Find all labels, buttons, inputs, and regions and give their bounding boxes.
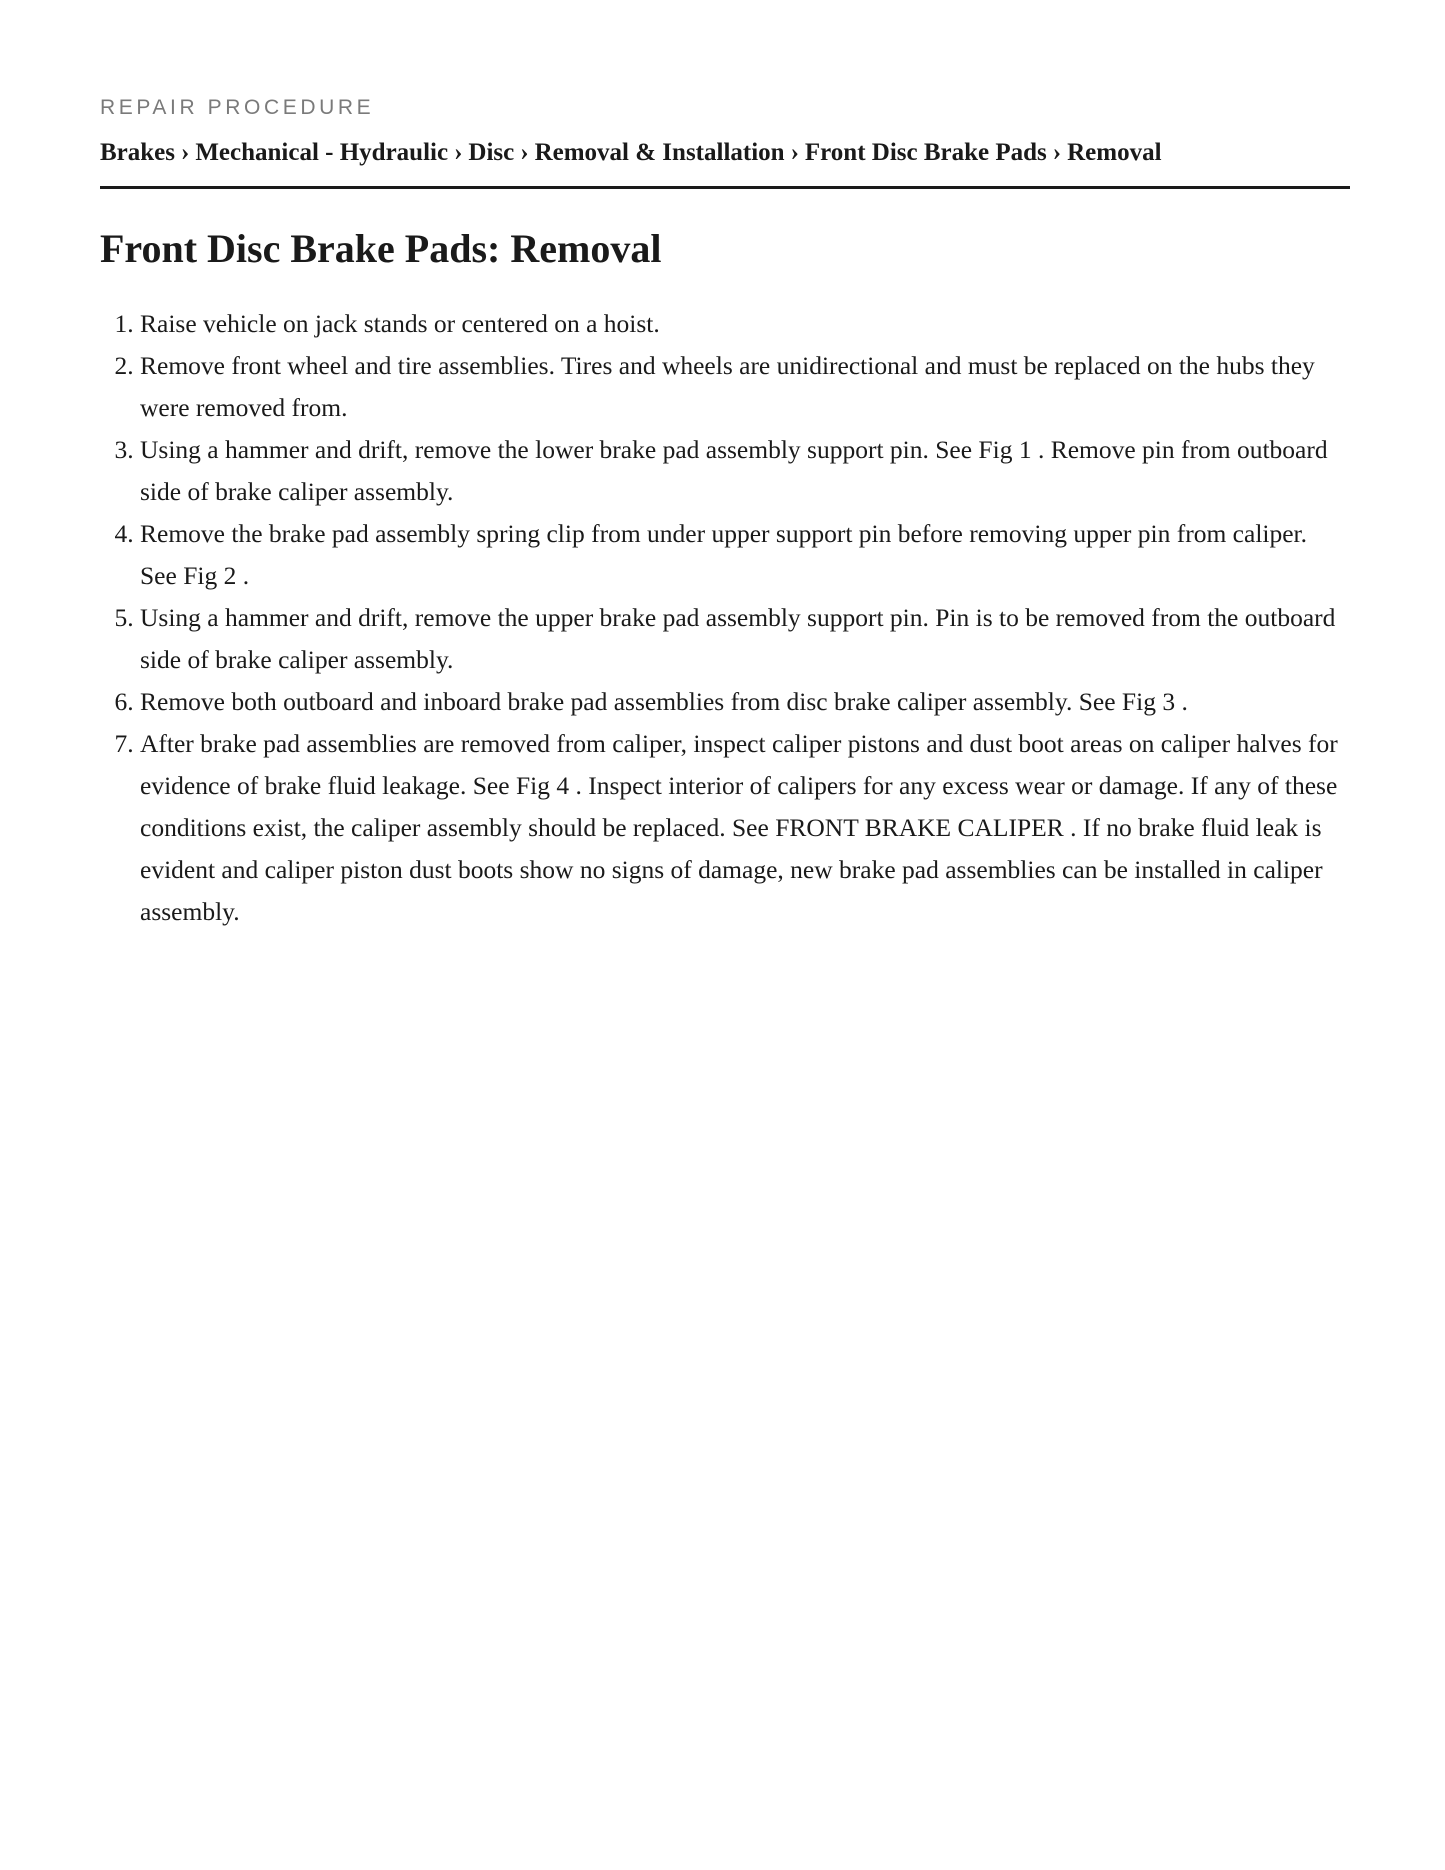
breadcrumb-item-brakes[interactable]: Brakes (100, 139, 175, 166)
document-page (100, 92, 1350, 933)
procedure-step-5: 5. Using a hammer and drift, remove the upper brake pad assembly support pin. Pin is to be removed from the outboard side of brake caliper assembly. (140, 597, 1350, 681)
procedure-step-1: 1. Raise vehicle on jack stands or centered on a hoist. (140, 303, 1350, 345)
procedure-steps (100, 303, 1350, 933)
procedure-step-2: 2. Remove front wheel and tire assemblies. Tires and wheels are unidirectional and must be replaced on the hubs they were removed from. (140, 345, 1350, 429)
breadcrumb-item-front-disc-brake-pads[interactable]: Front Disc Brake Pads (804, 139, 1047, 166)
breadcrumb-separator: › (520, 139, 529, 166)
procedure-step-4: 4. Remove the brake pad assembly spring clip from under upper support pin before removing upper pin from caliper. See Fig 2 . (140, 513, 1350, 597)
breadcrumb-item-disc[interactable]: Disc (468, 139, 515, 166)
breadcrumb-item-mechanical-hydraulic[interactable]: Mechanical - Hydraulic (195, 139, 449, 166)
breadcrumb-separator: › (1052, 139, 1062, 166)
procedure-step-3: 3. Using a hammer and drift, remove the lower brake pad assembly support pin. See Fig 1 . Remove pin from outboard side of brake caliper assembly. (140, 429, 1350, 513)
procedure-step-7: 7. After brake pad assemblies are removed from caliper, inspect caliper pistons and dust boot areas on caliper halves for evidence of brake fluid leakage. See Fig 4 . Inspect interior of calipers for any excess wear or damage. If any of these conditions exist, the caliper assembly should be replaced. See FRONT BRAKE CALIPER . If no brake fluid leak is evident and caliper piston dust boots show no signs of damage, new brake pad assemblies can be installed in caliper assembly. (140, 723, 1350, 933)
page-title: Front Disc Brake Pads: Removal (100, 226, 662, 271)
breadcrumb-separator: › (181, 139, 190, 166)
document-type-label: REPAIR PROCEDURE (100, 96, 375, 119)
procedure-step-6: 6. Remove both outboard and inboard brake pad assemblies from disc brake caliper assembly. See Fig 3 . (140, 681, 1350, 723)
breadcrumb-item-removal: Removal (1067, 139, 1162, 166)
breadcrumb-item-removal-installation[interactable]: Removal & Installation (534, 139, 785, 166)
breadcrumb (100, 136, 1350, 189)
breadcrumb-separator: › (454, 139, 463, 166)
breadcrumb-separator: › (790, 139, 799, 166)
